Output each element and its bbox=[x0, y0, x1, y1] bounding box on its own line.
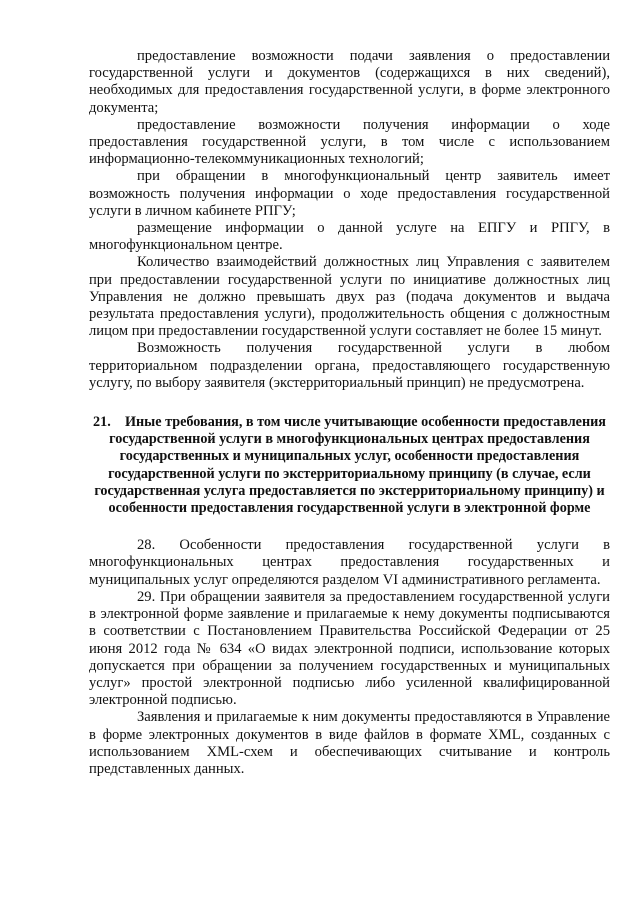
paragraph-extraterritorial: Возможность получения государственной услуги в любом территориальном подразделении органа, предоставляющего государственную услугу, по выбору заявителя (экстерриториальный принцип) не предусмотрена. bbox=[89, 340, 610, 391]
paragraph-interaction-count: Количество взаимодействий должностных лиц Управления с заявителем при предоставлении государственной услуги по инициативе должностных лиц Управления не должно превышать двух раз (подача документов и выдача результата предоставления услуги), продолжительность общения с должностным лицом при предоставлении государственной услуги составляет не более 15 минут. bbox=[89, 254, 610, 340]
section-heading: 21. Иные требования, в том числе учитывающие особенности предоставления государственной услуги в многофункциональных центрах предоставления государственных и муниципальных услуг, особенности предоставления государственной услуги по экстерриториальному принципу (в случае, если государственная услуга предоставляется по экстерриториальному принципу) и особенности предоставления государственной услуги в электронной форме bbox=[93, 414, 606, 517]
paragraph-28: 28. Особенности предоставления государственной услуги в многофункциональных центрах предоставления государственных и муниципальных услуг определяются разделом VI административного регламента. bbox=[89, 537, 610, 588]
paragraph-xml-format: Заявления и прилагаемые к ним документы предоставляются в Управление в форме электронных документов в виде файлов в формате XML, созданных с использованием XML-схем и обеспечивающих считывание и контроль представленных данных. bbox=[89, 709, 610, 777]
paragraph-info-placement: размещение информации о данной услуге на ЕПГУ и РПГУ, в многофункциональном центре. bbox=[89, 220, 610, 254]
spacer bbox=[89, 517, 610, 537]
paragraph-electronic-submission: предоставление возможности подачи заявления о предоставлении государственной услуги и документов (содержащихся в них сведений), необходимых для предоставления государственной услуги, в форме электронного документа; bbox=[89, 48, 610, 116]
paragraph-progress-info: предоставление возможности получения информации о ходе предоставления государственной услуги, в том числе с использованием информационно-телекоммуникационных технологий; bbox=[89, 116, 610, 168]
paragraph-29: 29. При обращении заявителя за предоставлением государственной услуги в электронной форме заявление и прилагаемые к нему документы подписываются в соответствии с Постановлением Правительства Российской Федерации от 25 июня 2012 года № 634 «О видах электронной подписи, использование которых допускается при обращении за получением государственных и муниципальных услуг» простой электронной подписью либо усиленной квалифицированной электронной подписью. bbox=[89, 588, 610, 709]
spacer bbox=[89, 392, 610, 414]
paragraph-mfc-cabinet: при обращении в многофункциональный центр заявитель имеет возможность получения информации о ходе предоставления государственной услуги в личном кабинете РПГУ; bbox=[89, 168, 610, 219]
